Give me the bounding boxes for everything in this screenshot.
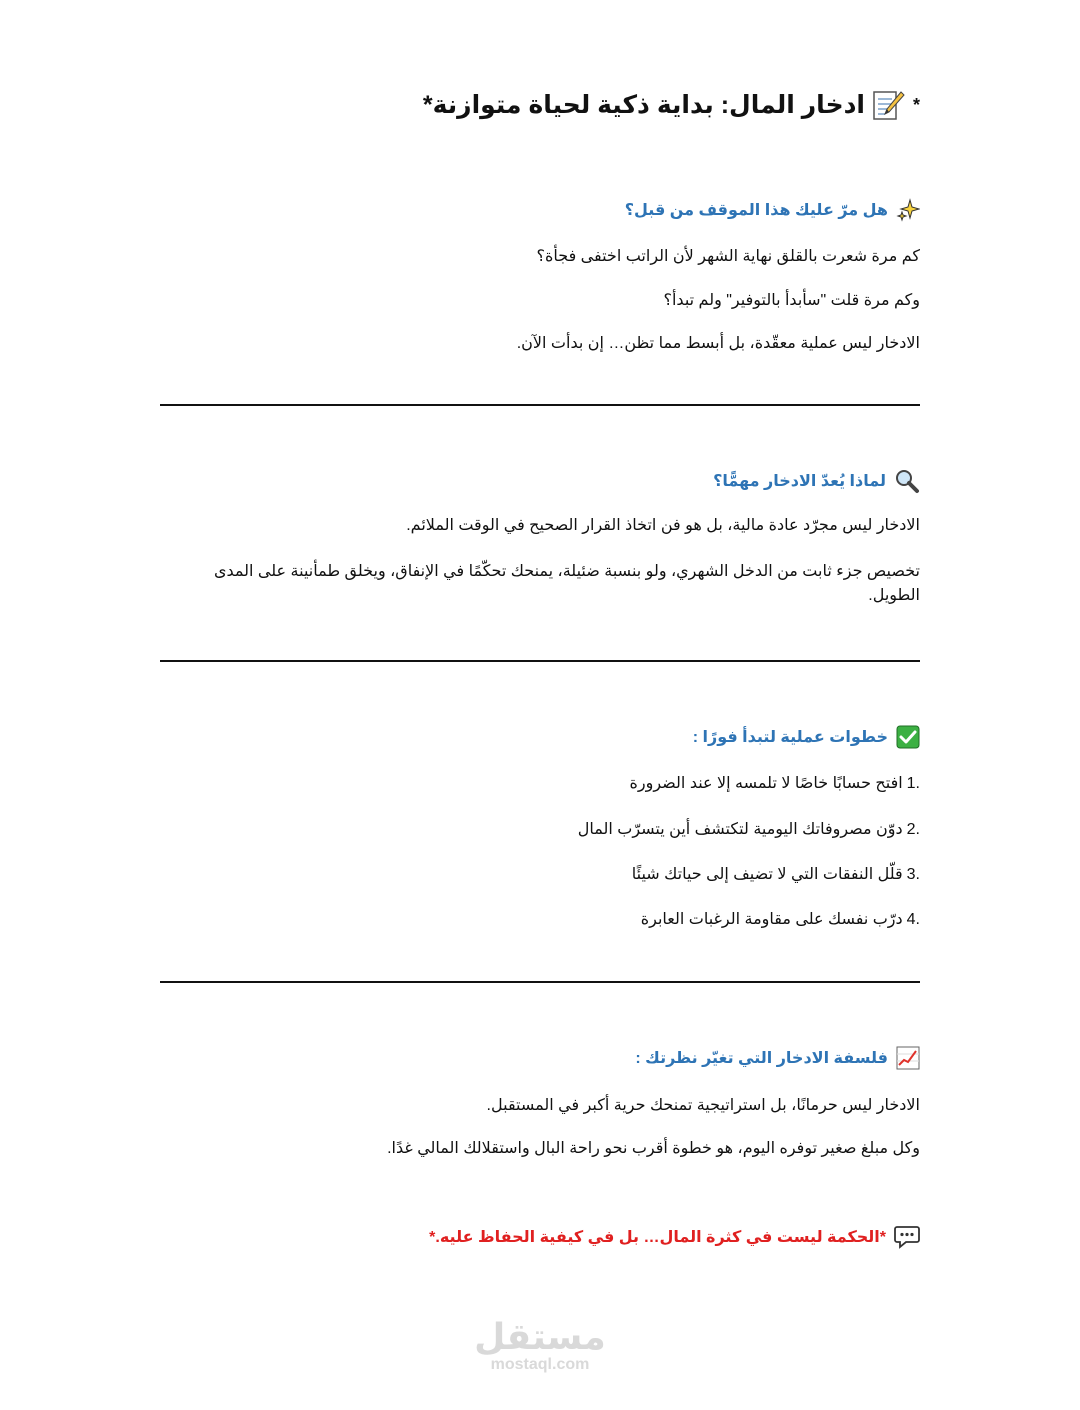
- divider: [160, 981, 920, 983]
- list-item: [160, 818, 920, 842]
- closing-quote-text: *الحكمة ليست في كثرة المال… بل في كيفية الحفاظ عليه.*: [429, 1229, 886, 1246]
- list-item-text: دوّن مصروفاتك اليومية لتكتشف أين يتسرّب المال: [577, 821, 903, 838]
- section4-paragraph-1: الادخار ليس حرمانًا، بل استراتيجية تمنحك حرية أكبر في المستقبل.: [486, 1097, 920, 1114]
- section4-paragraph-2: وكل مبلغ صغير توفره اليوم، هو خطوة أقرب نحو راحة البال واستقلالك المالي غدًا.: [387, 1140, 920, 1157]
- list-item: [160, 908, 920, 932]
- section1-paragraph-1: كم مرة شعرت بالقلق نهاية الشهر لأن الراتب اختفى فجأة؟: [536, 248, 920, 265]
- list-item-number: 3.: [906, 866, 920, 883]
- section2-paragraph-2: تخصيص جزء ثابت من الدخل الشهري، ولو بنسبة ضئيلة، يمنحك تحكّمًا في الإنفاق، ويخلق طمأنينة على المدى الطويل.: [213, 563, 920, 604]
- section1-paragraph-2: وكم مرة قلت "سأبدأ بالتوفير" ولم تبدأ؟: [663, 292, 920, 309]
- section2-heading-text: لماذا يُعدّ الادخار مهمًّا؟: [713, 473, 886, 490]
- list-item-text: درّب نفسك على مقاومة الرغبات العابرة: [640, 911, 903, 928]
- page-title-text: ادخار المال: بداية ذكية لحياة متوازنة*: [422, 91, 865, 119]
- list-item-text: افتح حسابًا خاصًا لا تلمسه إلا عند الضرورة: [629, 775, 903, 792]
- page-title: [160, 88, 920, 122]
- section1-paragraph-3: الادخار ليس عملية معقّدة، بل أبسط مما تظن… إن بدأت الآن.: [516, 335, 920, 352]
- magnifier-icon: [894, 468, 920, 494]
- check-box-icon: [896, 725, 920, 749]
- divider: [160, 404, 920, 406]
- section2-paragraph-1: الادخار ليس مجرّد عادة مالية، بل هو فن اتخاذ القرار الصحيح في الوقت الملائم.: [406, 517, 920, 534]
- section3-heading: [160, 725, 920, 749]
- watermark-latin: mostaql.com: [490, 1356, 590, 1373]
- section4-heading: [160, 1046, 920, 1070]
- divider: [160, 660, 920, 662]
- memo-icon: [871, 88, 905, 122]
- list-item: [160, 863, 920, 887]
- section4-heading-text: فلسفة الادخار التي تغيّر نظرتك :: [635, 1050, 888, 1067]
- section1-heading-text: هل مرّ عليك هذا الموقف من قبل؟: [624, 202, 888, 219]
- section2-heading: [160, 468, 920, 494]
- list-item-text: قلّل النفقات التي لا تضيف إلى حياتك شيئًا: [631, 866, 903, 883]
- watermark-arabic: مستقل: [474, 1316, 606, 1357]
- chart-increasing-icon: [896, 1046, 920, 1070]
- closing-quote: [160, 1225, 920, 1249]
- list-item: [160, 772, 920, 796]
- title-prefix: *: [912, 94, 920, 115]
- document-page: [160, 0, 920, 1410]
- list-item-number: 2.: [906, 821, 920, 838]
- sparkles-icon: [896, 198, 920, 222]
- watermark-logo: [470, 1318, 610, 1374]
- list-item-number: 4.: [906, 911, 920, 928]
- section1-heading: [160, 198, 920, 222]
- list-item-number: 1.: [906, 775, 920, 792]
- section3-heading-text: خطوات عملية لتبدأ فورًا :: [692, 729, 888, 746]
- speech-bubble-icon: [894, 1225, 920, 1249]
